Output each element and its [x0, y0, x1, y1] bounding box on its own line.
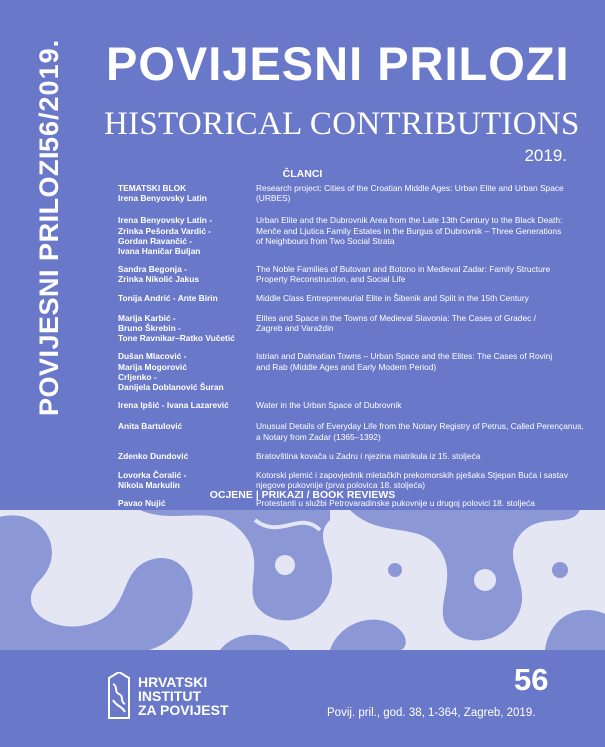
- table-of-contents: [118, 183, 584, 509]
- vertical-title: POVIJESNI PRILOZI: [34, 150, 64, 416]
- toc-authors: TEMATSKI BLOK Irena Benyovsky Latin: [118, 183, 207, 204]
- toc-title: Protestanti u službi Petrovaradinske pukovnije u drugoj polovici 18. stoljeća: [256, 498, 535, 509]
- section-clanci-heading: ČLANCI: [282, 168, 323, 180]
- toc-entry: [118, 421, 584, 442]
- toc-entry: [118, 293, 578, 303]
- toc-title: Kotorski plemić i zapovjednik mletačkih prekomorskih pješaka Stjepan Buća i sastav njegove pukovnije (prva polovica 18. stoljeća): [256, 470, 568, 491]
- journal-year: 2019.: [524, 146, 567, 165]
- institute-logo: [106, 672, 229, 720]
- toc-authors: Irena Benyovsky Latin - Zrinka Pešorda Vardić - Gordan Ravančić - Ivana Haničar Buljan: [118, 215, 213, 257]
- vertical-spine-text: [34, 38, 74, 416]
- toc-title: Bratovština kovača u Zadru i njezina matrikula iz 15. stoljeća: [256, 450, 481, 461]
- toc-entry: [118, 351, 578, 392]
- institute-name: HRVATSKI INSTITUT ZA POVIJEST: [138, 674, 229, 718]
- toc-authors: Tonija Andrić - Ante Birin: [118, 292, 218, 303]
- toc-title: Research project: Cities of the Croatian Middle Ages: Urban Elite and Urban Space (URBES): [256, 183, 564, 204]
- section-reviews-heading: OCJENE | PRIKAZI / BOOK REVIEWS: [209, 489, 396, 501]
- toc-entry: [118, 470, 578, 490]
- toc-authors: Irena Ipšić - Ivana Lazarević: [118, 400, 229, 411]
- toc-title: Unusual Details of Everyday Life from the Notary Registry of Petrus, Called Perençanus, a Notary from Zadar (1365–1392): [256, 421, 584, 442]
- toc-authors: Dušan Mlacović - Marija Mogorović Crljenko - Danijela Doblanović Šuran: [118, 351, 224, 393]
- toc-authors: Lovorka Čoralić - Nikola Markulin: [118, 470, 187, 491]
- toc-entry: [118, 313, 578, 344]
- toc-entry: [118, 264, 578, 284]
- toc-title: Istrian and Dalmatian Towns – Urban Space and the Elites: The Cases of Rovinj and Rab (Middle Ages and Early Modern Period): [256, 351, 553, 372]
- ornament-band: [0, 510, 605, 650]
- toc-authors: Zdenko Dundović: [118, 450, 189, 461]
- toc-title: Middle Class Entrepreneurial Elite in Šibenik and Split in the 15th Century: [256, 292, 529, 303]
- toc-authors: Pavao Nujić: [118, 498, 166, 509]
- toc-entry: [118, 183, 578, 203]
- toc-authors: Anita Bartulović: [118, 421, 183, 432]
- vertical-issue: 56/2019.: [34, 38, 64, 152]
- ornament-pattern: [0, 510, 605, 650]
- toc-entry: [118, 215, 578, 256]
- toc-title: Elites and Space in the Towns of Medieval Slavonia: The Cases of Gradec / Zagreb and Varaždin: [256, 312, 536, 334]
- toc-title: Water in the Urban Space of Dubrovnik: [256, 400, 402, 411]
- toc-entry: [118, 400, 578, 410]
- toc-title: The Noble Families of Butovan and Botono in Medieval Zadar: Family Structure Property Reconstruction, and Social Life: [256, 264, 551, 285]
- toc-authors: Sandra Begonja - Zrinka Nikolić Jakus: [118, 264, 199, 285]
- toc-entry: [118, 451, 578, 461]
- issue-number: 56: [514, 662, 549, 697]
- toc-authors: Marija Karbić - Bruno Škrebin - Tone Ravnikar–Ratko Vučetić: [118, 312, 235, 344]
- toc-title: Urban Elite and the Dubrovnik Area from the Late 13th Century to the Black Death: Menče and Ljutica Family Estates in the Burgus of Dubrovnik – Three Generations of Neighbours from Two Social Strata: [256, 215, 563, 246]
- institute-emblem-icon: [106, 672, 132, 720]
- journal-subtitle: HISTORICAL CONTRIBUTIONS: [104, 106, 580, 142]
- journal-title: POVIJESNI PRILOZI: [106, 37, 570, 90]
- citation-line: Povij. pril., god. 38, 1-364, Zagreb, 2019.: [327, 707, 536, 719]
